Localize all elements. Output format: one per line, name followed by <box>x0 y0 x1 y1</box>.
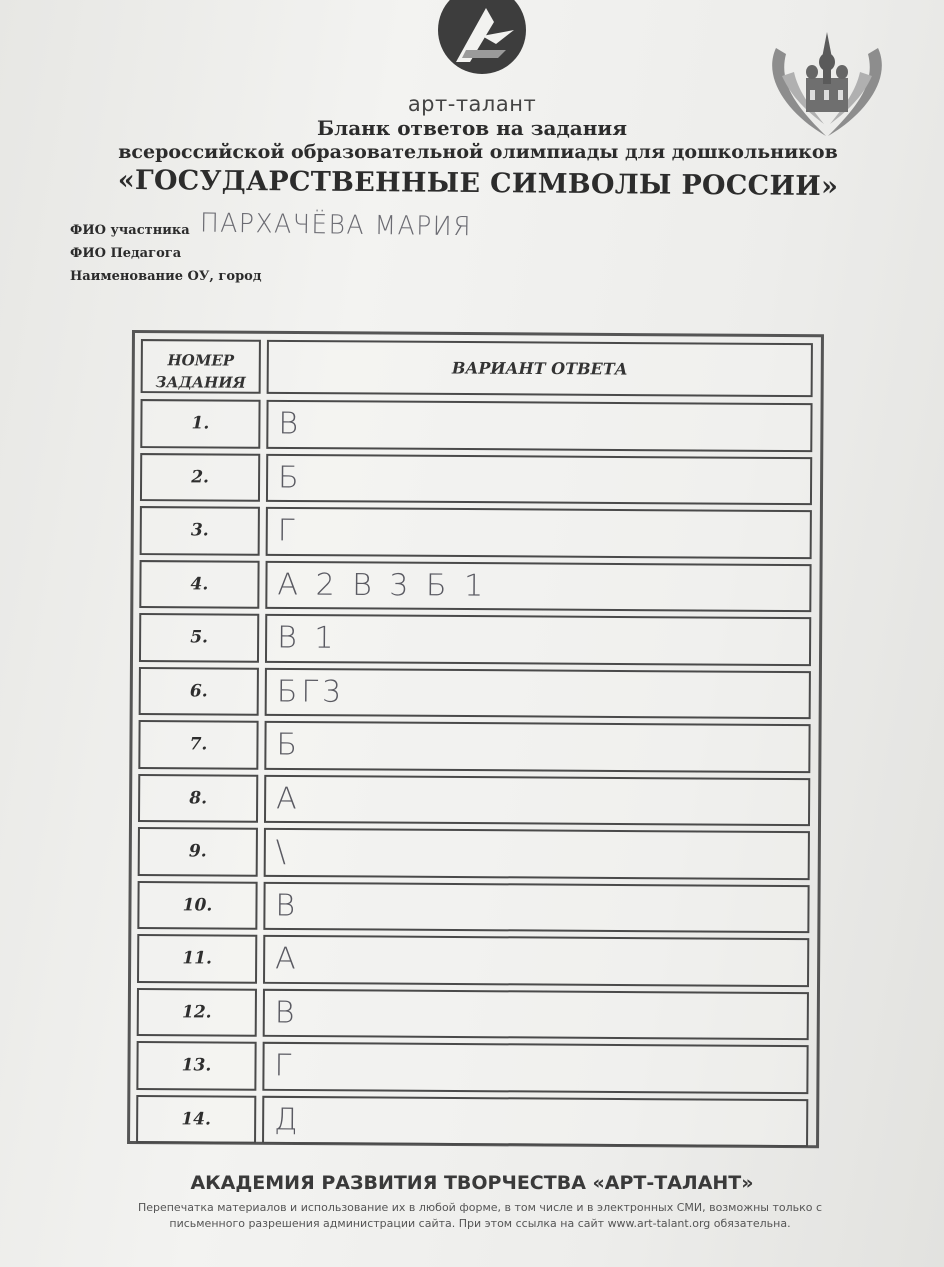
answer-cell <box>264 774 810 826</box>
table-row <box>134 506 820 559</box>
task-number-cell <box>140 506 260 555</box>
task-number: 14. <box>181 1109 212 1130</box>
handwritten-answer: А <box>275 941 300 977</box>
answer-cell <box>265 614 811 666</box>
task-number-cell <box>136 1041 256 1090</box>
task-number-cell <box>137 988 257 1037</box>
task-number: 11. <box>182 948 213 969</box>
task-number: 8. <box>189 788 208 809</box>
task-number-cell <box>139 560 259 609</box>
answer-cell <box>263 881 809 933</box>
header-answer-cell <box>267 340 813 397</box>
teacher-label: ФИО Педагога <box>70 246 182 261</box>
olympiad-subtitle: всероссийской образовательной олимпиады для дошкольников <box>118 141 838 163</box>
table-row <box>132 827 818 880</box>
answer-cell <box>266 453 812 505</box>
answer-cell <box>263 988 809 1040</box>
handwritten-answer: Г <box>277 513 299 549</box>
footer-copyright-note <box>100 1200 860 1232</box>
task-number: 1. <box>191 413 210 434</box>
task-number: 7. <box>189 734 208 755</box>
task-number-cell <box>140 453 260 502</box>
table-row <box>131 934 817 987</box>
task-number: 12. <box>181 1002 212 1023</box>
olympiad-name: «ГОСУДАРСТВЕННЫЕ СИМВОЛЫ РОССИИ» <box>117 164 839 203</box>
task-number: 9. <box>188 841 207 862</box>
task-number: 3. <box>190 520 209 541</box>
answer-cell <box>265 667 811 719</box>
table-row <box>132 720 818 773</box>
answer-cell <box>262 1095 808 1147</box>
brand-name: арт-талант <box>407 92 537 116</box>
table-row <box>133 667 819 720</box>
answers-table <box>127 330 824 1148</box>
header-number-cell <box>141 339 261 394</box>
participant-label: ФИО участника <box>70 223 190 238</box>
handwritten-answer: А 2 В 3 Б 1 <box>277 567 488 604</box>
handwritten-answer: Б <box>276 727 302 763</box>
task-number-cell <box>138 774 258 823</box>
task-number: 4. <box>190 574 209 595</box>
handwritten-answer: Г <box>274 1048 296 1084</box>
handwritten-answer: А <box>276 781 301 817</box>
handwritten-answer: В <box>274 995 299 1031</box>
footer-title: АКАДЕМИЯ РАЗВИТИЯ ТВОРЧЕСТВА «АРТ-ТАЛАНТ» <box>190 1172 754 1194</box>
table-row <box>133 560 819 613</box>
task-number-cell <box>136 1095 256 1144</box>
answer-cell <box>264 721 810 773</box>
task-number: 2. <box>191 467 210 488</box>
task-number: 5. <box>190 627 209 648</box>
column-answer-label: ВАРИАНТ ОТВЕТА <box>451 358 628 379</box>
art-talant-logo-icon <box>436 0 528 80</box>
task-number: 13. <box>181 1055 212 1076</box>
task-number-cell <box>137 881 257 930</box>
table-row <box>130 1095 816 1148</box>
task-number-cell <box>138 827 258 876</box>
answer-cell <box>266 507 812 559</box>
task-number-cell <box>139 667 259 716</box>
handwritten-answer: В 1 <box>277 620 338 657</box>
participant-name-handwritten: ПАРХАЧЁВА МАРИЯ <box>199 207 473 242</box>
table-row <box>132 774 818 827</box>
answer-cell <box>266 400 812 452</box>
organization-label: Наименование ОУ, город <box>70 269 262 284</box>
handwritten-answer: В <box>275 888 300 924</box>
answer-cell <box>265 560 811 612</box>
task-number-cell <box>140 399 260 448</box>
footer-note-line: Перепечатка материалов и использование их в любой форме, в том числе и в электронных СМИ, возможны только с <box>137 1201 823 1214</box>
task-number: 10. <box>182 895 213 916</box>
task-number-cell <box>139 613 259 662</box>
handwritten-answer: Д <box>274 1102 302 1138</box>
handwritten-answer: \ <box>275 834 291 870</box>
handwritten-answer: БГ3 <box>276 674 346 710</box>
table-row <box>131 881 817 934</box>
column-number-label: НОМЕР ЗАДАНИЯ <box>155 351 246 392</box>
table-header-row <box>135 339 821 397</box>
handwritten-answer: Б <box>277 460 303 496</box>
table-row <box>133 613 819 666</box>
task-number-cell <box>137 934 257 983</box>
task-number: 6. <box>189 681 208 702</box>
table-row <box>130 1041 816 1094</box>
handwritten-answer: В <box>278 406 303 442</box>
table-row <box>134 399 820 452</box>
table-row <box>131 988 817 1041</box>
answer-cell <box>262 1042 808 1094</box>
footer-note-line: письменного разрешения администрации сайта. При этом ссылка на сайт www.art-talant.org обязательна. <box>169 1217 791 1230</box>
task-number-cell <box>138 720 258 769</box>
answer-cell <box>263 935 809 987</box>
form-title: Бланк ответов на задания <box>317 116 627 140</box>
answer-cell <box>264 828 810 880</box>
table-row <box>134 453 820 506</box>
